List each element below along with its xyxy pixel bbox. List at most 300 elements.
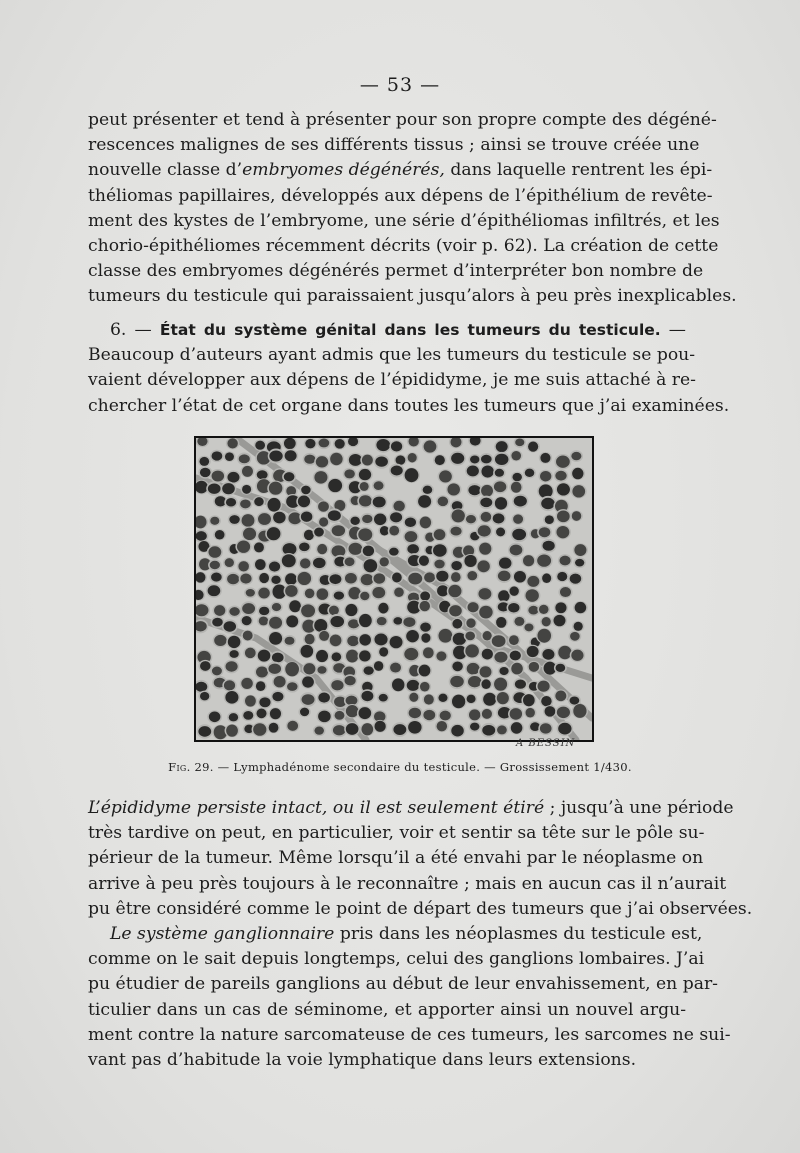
cell-nucleus: [393, 501, 404, 512]
cell-nucleus: [452, 661, 462, 671]
cell-nucleus: [332, 525, 345, 536]
cell-nucleus: [478, 588, 491, 599]
cell-nucleus: [274, 676, 286, 687]
cell-nucleus: [254, 542, 264, 552]
cell-nucleus: [538, 681, 550, 692]
cell-nucleus: [451, 527, 462, 536]
text-line: chorio-épithéliomes récemment décrits (voir p. 62). La création de cette: [88, 236, 719, 257]
cell-illustration: [196, 438, 592, 740]
cell-nucleus: [434, 560, 444, 569]
cell-nucleus: [512, 473, 521, 481]
cell-nucleus: [421, 633, 430, 643]
cell-nucleus: [318, 711, 331, 723]
cell-nucleus: [285, 637, 295, 645]
cell-nucleus: [512, 529, 526, 540]
cell-nucleus: [573, 704, 586, 718]
cell-nucleus: [424, 440, 437, 452]
cell-nucleus: [346, 650, 358, 663]
cell-nucleus: [554, 615, 566, 626]
cell-nucleus: [539, 527, 551, 537]
cell-nucleus: [214, 605, 225, 616]
cell-nucleus: [481, 455, 492, 464]
cell-nucleus: [374, 514, 386, 526]
cell-nucleus: [243, 631, 253, 641]
cell-nucleus: [242, 485, 251, 494]
cell-nucleus: [391, 466, 403, 476]
cell-nucleus: [540, 471, 551, 481]
cell-nucleus: [451, 561, 462, 570]
cell-nucleus: [300, 558, 310, 568]
cell-nucleus: [452, 695, 465, 709]
cell-nucleus: [255, 441, 265, 450]
text-line: vant pas d’habitude la voie lymphatique dans leurs extensions.: [88, 1050, 637, 1071]
cell-nucleus: [328, 510, 341, 520]
cell-nucleus: [215, 530, 225, 540]
cell-nucleus: [525, 589, 538, 602]
cell-nucleus: [335, 711, 345, 720]
cell-nucleus: [346, 723, 359, 735]
cell-nucleus: [358, 528, 372, 541]
cell-nucleus: [467, 571, 477, 580]
cell-nucleus: [469, 709, 480, 720]
cell-nucleus: [496, 441, 508, 452]
bottom-paragraphs: [88, 796, 753, 1073]
cell-nucleus: [494, 652, 507, 663]
cell-nucleus: [345, 557, 355, 566]
cell-nucleus: [212, 667, 222, 676]
text-line: peut présenter et tend à présenter pour son propre compte des dégéné-: [88, 110, 717, 130]
cell-nucleus: [408, 573, 422, 585]
cell-nucleus: [359, 495, 372, 506]
cell-nucleus: [509, 635, 519, 645]
cell-nucleus: [555, 691, 566, 702]
cell-nucleus: [419, 556, 429, 566]
cell-nucleus: [269, 482, 283, 495]
cell-nucleus: [396, 455, 406, 464]
cell-nucleus: [332, 652, 342, 661]
cell-nucleus: [494, 481, 506, 492]
cell-nucleus: [212, 451, 223, 460]
cell-nucleus: [267, 527, 281, 540]
cell-nucleus: [451, 453, 464, 464]
cell-nucleus: [570, 696, 580, 704]
cell-nucleus: [479, 543, 491, 555]
cell-nucleus: [285, 450, 297, 461]
cell-nucleus: [273, 512, 286, 524]
text-line: vaient développer aux dépens de l’épididyme, je me suis attaché à re-: [88, 370, 696, 391]
cell-nucleus: [316, 456, 328, 467]
cell-nucleus: [514, 617, 524, 626]
cell-nucleus: [539, 484, 553, 498]
cell-nucleus: [570, 632, 580, 641]
text-line: ment des kystes de l’embryome, une série d’épithéliomas infiltrés, et les: [88, 210, 720, 231]
cell-nucleus: [349, 454, 362, 466]
cell-nucleus: [212, 471, 225, 482]
cell-nucleus: [200, 661, 211, 671]
cell-nucleus: [208, 585, 221, 596]
cell-nucleus: [497, 692, 509, 704]
cell-nucleus: [419, 665, 431, 677]
cell-nucleus: [423, 647, 434, 658]
cell-nucleus: [242, 603, 255, 614]
cell-nucleus: [302, 676, 314, 687]
cell-nucleus: [227, 438, 237, 448]
cell-nucleus: [572, 511, 582, 521]
cell-nucleus: [479, 606, 492, 619]
cell-nucleus: [255, 559, 266, 570]
cell-nucleus: [511, 451, 521, 460]
cell-nucleus: [542, 617, 551, 626]
cell-nucleus: [256, 681, 266, 691]
cell-nucleus: [559, 556, 570, 566]
cell-nucleus: [229, 607, 239, 616]
artist-signature: A BESSIN: [516, 738, 576, 749]
cell-nucleus: [450, 676, 464, 687]
cell-nucleus: [481, 679, 490, 689]
cell-nucleus: [330, 453, 343, 465]
cell-nucleus: [225, 558, 234, 567]
cell-nucleus: [199, 457, 209, 466]
cell-nucleus: [210, 517, 219, 525]
cell-nucleus: [225, 691, 238, 704]
cell-nucleus: [528, 606, 538, 615]
cell-nucleus: [238, 561, 249, 571]
cell-nucleus: [467, 466, 479, 477]
cell-nucleus: [305, 439, 315, 449]
cell-nucleus: [303, 663, 315, 674]
cell-nucleus: [495, 454, 509, 465]
cell-nucleus: [439, 470, 452, 482]
cell-nucleus: [570, 574, 582, 584]
section-6: [88, 318, 730, 419]
text-line: tumeurs du testicule qui paraissaient jusqu’alors à peu près inexplicables.: [88, 286, 737, 307]
cell-nucleus: [515, 679, 526, 688]
cell-nucleus: [258, 588, 269, 599]
cell-nucleus: [253, 723, 266, 736]
cell-nucleus: [374, 634, 387, 646]
cell-nucleus: [209, 711, 221, 722]
cell-nucleus: [349, 543, 363, 555]
cell-nucleus: [389, 526, 399, 536]
cell-nucleus: [525, 708, 534, 718]
cell-nucleus: [361, 723, 373, 735]
cell-nucleus: [405, 531, 418, 542]
cell-nucleus: [495, 497, 507, 510]
cell-nucleus: [254, 497, 263, 506]
cell-nucleus: [329, 606, 339, 616]
cell-nucleus: [360, 482, 369, 491]
cell-nucleus: [436, 571, 448, 582]
cell-nucleus: [555, 602, 566, 613]
cell-nucleus: [318, 693, 330, 703]
cell-nucleus: [226, 498, 236, 507]
cell-nucleus: [350, 517, 359, 525]
cell-nucleus: [408, 453, 417, 462]
cell-nucleus: [545, 706, 556, 717]
cell-nucleus: [379, 694, 388, 702]
cell-nucleus: [286, 615, 298, 627]
cell-nucleus: [537, 554, 551, 566]
cell-nucleus: [345, 604, 357, 616]
cell-nucleus: [227, 472, 239, 483]
cell-nucleus: [470, 723, 479, 731]
cell-nucleus: [362, 515, 372, 523]
cell-nucleus: [511, 663, 523, 675]
cell-nucleus: [289, 600, 301, 612]
cell-nucleus: [390, 636, 403, 648]
cell-nucleus: [299, 543, 310, 552]
cell-nucleus: [269, 617, 282, 629]
cell-nucleus: [242, 466, 253, 477]
cell-nucleus: [498, 571, 511, 581]
cell-nucleus: [481, 465, 493, 477]
cell-nucleus: [420, 516, 431, 528]
cell-nucleus: [557, 510, 570, 522]
cell-nucleus: [198, 726, 211, 737]
cell-nucleus: [523, 555, 534, 566]
cell-nucleus: [226, 724, 238, 736]
cell-nucleus: [375, 721, 386, 732]
text-line: Le système ganglionnaire pris dans les néoplasmes du testicule est,: [110, 924, 703, 945]
cell-nucleus: [560, 587, 571, 597]
cell-nucleus: [212, 618, 223, 627]
cell-nucleus: [466, 618, 475, 627]
cell-nucleus: [226, 661, 238, 671]
cell-nucleus: [319, 631, 329, 641]
text-line: chercher l’état de cet organe dans toutes les tumeurs que j’ai examinées.: [88, 395, 730, 416]
cell-nucleus: [319, 517, 328, 526]
cell-nucleus: [259, 573, 269, 583]
cell-nucleus: [574, 544, 586, 556]
cell-nucleus: [267, 498, 280, 512]
cell-nucleus: [515, 439, 524, 447]
cell-nucleus: [393, 617, 402, 625]
cell-nucleus: [424, 572, 435, 582]
cell-nucleus: [557, 572, 567, 581]
cell-nucleus: [482, 709, 492, 719]
cell-nucleus: [420, 591, 430, 600]
cell-nucleus: [423, 486, 433, 494]
cell-nucleus: [269, 723, 279, 733]
cell-nucleus: [408, 721, 421, 734]
cell-nucleus: [229, 713, 238, 721]
cell-nucleus: [393, 724, 406, 735]
cell-nucleus: [389, 548, 399, 556]
italic-phrase: Le système ganglionnaire: [110, 924, 335, 945]
cell-nucleus: [468, 676, 481, 687]
cell-nucleus: [380, 557, 389, 566]
cell-nucleus: [210, 561, 220, 570]
cell-nucleus: [380, 526, 389, 535]
cell-nucleus: [409, 693, 418, 702]
cell-nucleus: [242, 514, 255, 527]
cell-nucleus: [492, 635, 506, 647]
text-line: comme on le sait depuis longtemps, celui des ganglions lombaires. J’ai: [88, 949, 705, 970]
cell-nucleus: [465, 644, 479, 657]
cell-nucleus: [272, 603, 281, 611]
cell-nucleus: [301, 604, 315, 617]
cell-nucleus: [317, 544, 327, 554]
cell-nucleus: [225, 452, 234, 461]
cell-nucleus: [481, 485, 493, 497]
cell-nucleus: [558, 646, 571, 659]
cell-nucleus: [228, 636, 241, 648]
cell-nucleus: [316, 650, 328, 662]
cell-nucleus: [328, 479, 342, 492]
cell-nucleus: [259, 697, 270, 707]
cell-nucleus: [360, 592, 369, 600]
cell-nucleus: [301, 486, 310, 495]
cell-nucleus: [448, 585, 461, 598]
cell-nucleus: [541, 498, 555, 509]
cell-nucleus: [508, 603, 519, 612]
section-number: 6. —: [110, 320, 152, 340]
cell-nucleus: [558, 723, 571, 735]
cell-nucleus: [525, 469, 535, 477]
cell-nucleus: [304, 530, 314, 540]
text-line: L’épididyme persiste intact, ou il est seulement étiré ; jusqu’à une période: [88, 798, 734, 818]
cell-nucleus: [465, 631, 475, 640]
cell-nucleus: [418, 495, 431, 508]
cell-nucleus: [477, 560, 489, 572]
cell-nucleus: [420, 601, 430, 611]
cell-nucleus: [272, 692, 283, 701]
cell-nucleus: [240, 499, 251, 508]
cell-nucleus: [514, 571, 526, 583]
text-line: très tardive on peut, en particulier, voir et sentir sa tête sur le pôle su-: [88, 823, 705, 844]
cell-nucleus: [301, 645, 314, 658]
cell-nucleus: [362, 455, 373, 466]
cell-nucleus: [256, 667, 268, 678]
text-line: théliomas papillaires, développés aux dépens de l’épithélium de revête-: [88, 185, 713, 206]
cell-nucleus: [224, 680, 235, 690]
cell-nucleus: [302, 694, 315, 705]
cell-nucleus: [214, 635, 226, 646]
cell-nucleus: [403, 617, 415, 627]
cell-nucleus: [482, 725, 495, 736]
cell-nucleus: [467, 663, 480, 675]
cell-nucleus: [258, 513, 271, 525]
cell-nucleus: [335, 439, 345, 449]
cell-nucleus: [511, 722, 523, 734]
cell-nucleus: [470, 456, 479, 464]
cell-nucleus: [433, 544, 447, 557]
cell-nucleus: [331, 680, 343, 690]
cell-nucleus: [270, 708, 281, 719]
cell-nucleus: [246, 589, 255, 597]
cell-nucleus: [208, 546, 221, 558]
cell-nucleus: [496, 617, 506, 628]
cell-nucleus: [222, 483, 235, 494]
cell-nucleus: [540, 453, 550, 463]
cell-nucleus: [285, 585, 297, 597]
text-line: Beaucoup d’auteurs ayant admis que les tumeurs du testicule se pou-: [88, 345, 696, 366]
text-line: arrive à peu près toujours à le reconnaître ; mais en aucun cas il n’aurait: [88, 873, 727, 894]
cell-nucleus: [452, 619, 462, 629]
cell-nucleus: [497, 725, 507, 734]
cell-nucleus: [524, 624, 533, 632]
cell-nucleus: [438, 497, 449, 507]
cell-nucleus: [449, 605, 462, 616]
cell-nucleus: [319, 439, 330, 448]
cell-nucleus: [237, 540, 250, 552]
cell-nucleus: [480, 498, 492, 508]
cell-nucleus: [480, 666, 492, 677]
cell-nucleus: [440, 711, 451, 721]
cell-nucleus: [575, 559, 584, 567]
cell-nucleus: [556, 664, 566, 672]
cell-nucleus: [407, 544, 419, 554]
cell-nucleus: [539, 605, 549, 614]
italic-term: embryomes dégénérés,: [242, 160, 445, 181]
cell-nucleus: [571, 650, 583, 661]
cell-nucleus: [200, 692, 209, 701]
cell-nucleus: [359, 614, 372, 627]
cell-nucleus: [282, 554, 296, 567]
text-line: pu être considéré comme le point de départ des tumeurs que j’ai observées.: [88, 898, 753, 919]
cell-nucleus: [344, 469, 355, 478]
cell-nucleus: [257, 470, 268, 479]
cell-nucleus: [466, 515, 476, 523]
cell-nucleus: [438, 629, 452, 643]
cell-nucleus: [438, 694, 447, 702]
cell-nucleus: [374, 661, 383, 671]
text-line: ment contre la nature sarcomateuse de ces tumeurs, les sarcomes ne sui-: [88, 1024, 731, 1045]
cell-nucleus: [240, 574, 251, 584]
cell-nucleus: [241, 678, 252, 689]
cell-nucleus: [287, 721, 298, 731]
cell-nucleus: [305, 634, 315, 644]
cell-nucleus: [545, 515, 554, 524]
histology-figure: [194, 436, 594, 742]
cell-nucleus: [467, 695, 476, 703]
cell-nucleus: [224, 621, 237, 631]
cell-nucleus: [346, 705, 359, 717]
cell-nucleus: [373, 497, 386, 508]
cell-nucleus: [514, 496, 527, 507]
cell-nucleus: [377, 617, 387, 625]
text-line: pu étudier de pareils ganglions au début de leur envahissement, en par-: [88, 974, 718, 995]
cell-nucleus: [523, 694, 535, 706]
cell-nucleus: [378, 603, 388, 614]
cell-nucleus: [285, 662, 299, 676]
cell-nucleus: [543, 541, 555, 551]
cell-nucleus: [359, 469, 371, 480]
cell-nucleus: [557, 707, 570, 718]
cell-nucleus: [437, 721, 448, 731]
cell-nucleus: [379, 647, 388, 656]
cell-nucleus: [272, 653, 284, 663]
cell-nucleus: [527, 576, 539, 587]
top-paragraph: [88, 108, 737, 310]
cell-nucleus: [451, 725, 464, 737]
cell-nucleus: [305, 589, 315, 598]
cell-nucleus: [334, 591, 344, 599]
cell-nucleus: [557, 483, 570, 495]
cell-nucleus: [259, 617, 269, 626]
cell-nucleus: [364, 559, 378, 572]
cell-nucleus: [424, 694, 434, 704]
cell-nucleus: [498, 590, 509, 602]
cell-nucleus: [527, 646, 539, 657]
cell-nucleus: [392, 573, 402, 583]
cell-nucleus: [330, 616, 344, 627]
cell-nucleus: [317, 666, 326, 674]
cell-nucleus: [405, 468, 419, 482]
cell-nucleus: [572, 468, 583, 479]
cell-nucleus: [376, 439, 390, 451]
cell-nucleus: [420, 682, 430, 692]
